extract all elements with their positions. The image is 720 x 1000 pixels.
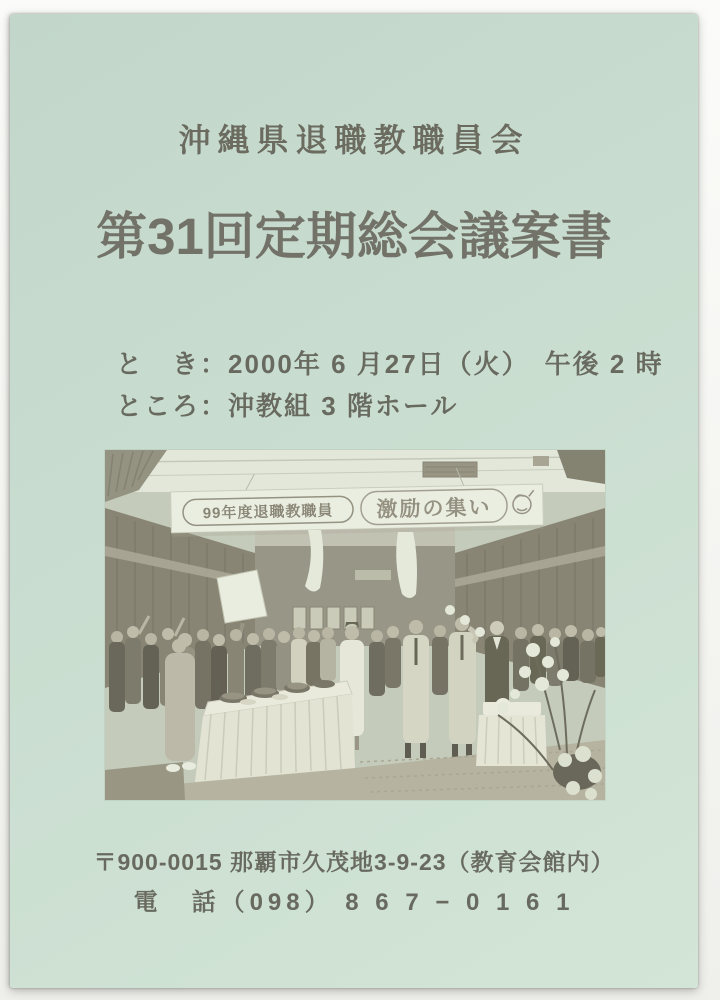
booklet-cover [10,14,698,988]
when-value: 2000年 6 月27日（火） 午後 2 時 [228,349,664,379]
when-label: と き： [116,349,229,379]
schedule-when [116,343,664,385]
banner-right-text: 激励の集い [376,496,492,522]
banquet-photo-illustration [105,450,605,800]
footer-address: 〒900-0015 那覇市久茂地3-9-23（教育会館内） [93,849,615,875]
cover-photo [105,450,605,800]
phone-label: 電 話 [133,889,221,916]
schedule-where [116,385,664,427]
footer-phone [10,882,698,917]
organization-name: 沖縄県退職教職員会 [178,122,530,158]
cover-title: 第31回定期総会議案書 [96,208,612,265]
where-label: ところ： [116,391,229,421]
schedule-block [116,343,664,427]
banner-left-text: 99年度退職教職員 [202,502,334,523]
where-value: 沖教組 3 階ホール [228,391,459,421]
phone-value: （098） 8 6 7 − 0 1 6 1 [220,889,575,916]
